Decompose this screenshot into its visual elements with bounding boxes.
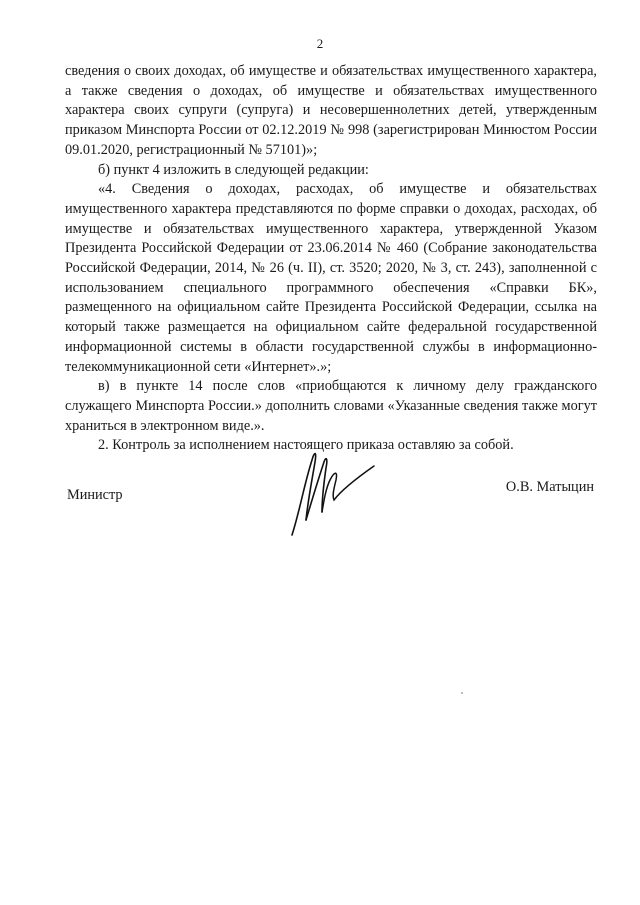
paragraph-continuation: сведения о своих доходах, об имуществе и обязательствах имущественного характера, а также сведения о доходах, об имуществе и обязательствах имущественного характера своих супруги (супруга) и несовершеннолетних детей, утвержденным приказом Минспорта России от 02.12.2019 № 998 (зарегистрирован Минюстом России 09.01.2020, регистрационный № 57101)»; [65, 63, 597, 158]
document-body [65, 62, 597, 456]
paragraph-control: 2. Контроль за исполнением настоящего приказа оставляю за собой. [98, 437, 514, 454]
page-number: 2 [316, 36, 324, 51]
handwritten-signature-icon [282, 440, 382, 540]
paragraph-item-v: в) в пункте 14 после слов «приобщаются к личному делу гражданского служащего Минспорта России.» дополнить словами «Указанные сведения также могут храниться в электронном виде.». [65, 378, 597, 434]
scan-speck [461, 692, 463, 694]
paragraph-item-4-text: «4. Сведения о доходах, расходах, об имуществе и обязательствах имущественного характера представляются по форме справки о доходах, расходах, об имуществе и обязательствах имущественного характера, утвержденной Указом Президента Российской Федерации от 23.06.2014 № 460 (Собрание законодательства Российской Федерации, 2014, № 26 (ч. II), ст. 3520; 2020, № 3, ст. 243), заполненной с использованием специального программного обеспечения «Справки БК», размещенного на официальном сайте Президента Российской Федерации, ссылка на который также размещается на официальном сайте федеральной государственной информационной системы в области государственной службы в информационно-телекоммуникационной сети «Интернет».»; [65, 181, 597, 375]
signature-block [0, 440, 640, 550]
signatory-name: О.В. Матыцин [505, 479, 594, 495]
paragraph-item-b: б) пункт 4 изложить в следующей редакции: [98, 161, 369, 178]
signatory-title: Министр [67, 487, 123, 503]
